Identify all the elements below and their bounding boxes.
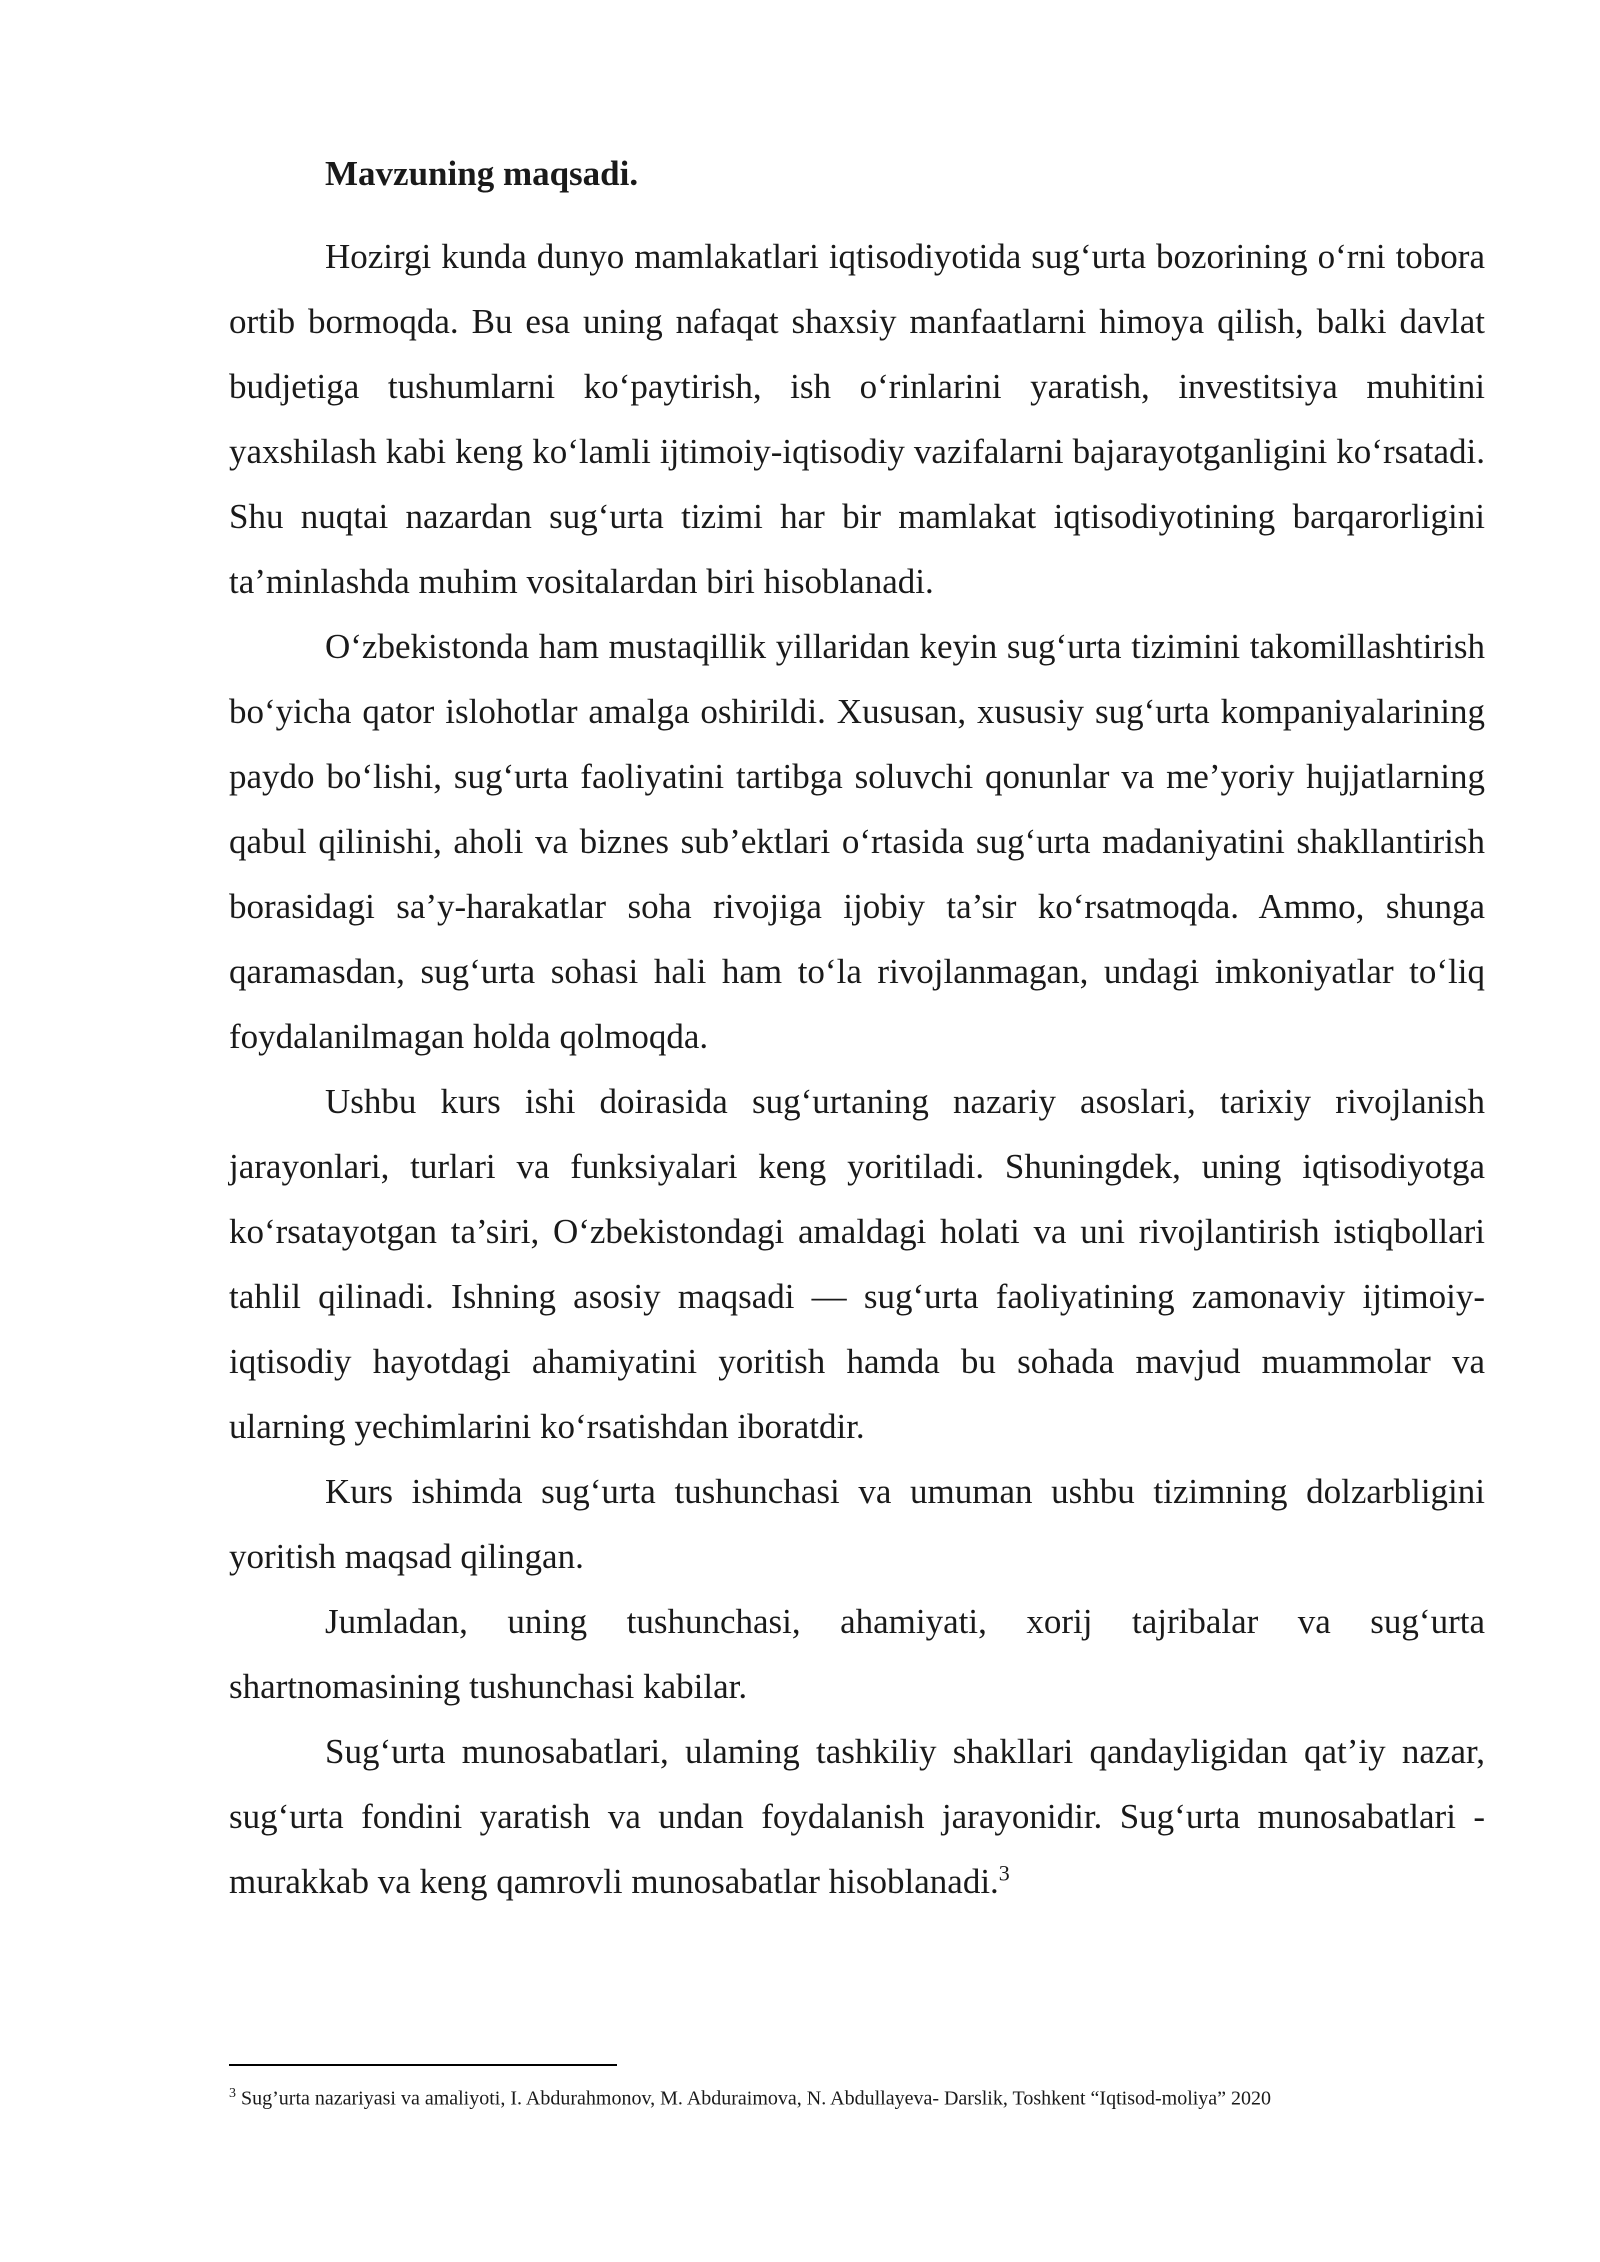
paragraph-5: Jumladan, uning tushunchasi, ahamiyati, xorij tajribalar va sug‘urta shartnomasining tushunchasi kabilar. (229, 1602, 1485, 1706)
document-page (229, 150, 1485, 1914)
paragraph-3: Ushbu kurs ishi doirasida sug‘urtaning nazariy asoslari, tarixiy rivojlanish jarayonlari, turlari va funksiyalari keng yoritiladi. Shuningdek, uning iqtisodiyotga ko‘rsatayotgan ta’siri, O‘zbekistondagi amaldagi holati va uni rivojlantirish istiqbollari tahlil qilinadi. Ishning asosiy maqsadi — sug‘urta faoliyatining zamonaviy ijtimoiy-iqtisodiy hayotdagi ahamiyatini yoritish hamda bu sohada mavjud muammolar va ularning yechimlarini ko‘rsatishdan iboratdir. (229, 1082, 1485, 1446)
paragraph-2: O‘zbekistonda ham mustaqillik yillaridan keyin sug‘urta tizimini takomillashtirish bo‘yicha qator islohotlar amalga oshirildi. Xususan, xususiy sug‘urta kompaniyalarining paydo bo‘lishi, sug‘urta faoliyatini tartibga soluvchi qonunlar va me’yoriy hujjatlarning qabul qilinishi, aholi va biznes sub’ektlari o‘rtasida sug‘urta madaniyatini shakllantirish borasidagi sa’y-harakatlar soha rivojiga ijobiy ta’sir ko‘rsatmoqda. Ammo, shunga qaramasdan, sug‘urta sohasi hali ham to‘la rivojlanmagan, undagi imkoniyatlar to‘liq foydalanilmagan holda qolmoqda. (229, 627, 1485, 1056)
paragraph-6-text: Sug‘urta munosabatlari, ulaming tashkiliy shakllari qandayligidan qat’iy nazar, sug‘urta fondini yaratish va undan foydalanish jarayonidir. Sug‘urta munosabatlari - murakkab va keng qamrovli munosabatlar hisoblanadi. (229, 1732, 1485, 1901)
footnote-text: Sug’urta nazariyasi va amaliyoti, I. Abdurahmonov, M. Abduraimova, N. Abdullayeva- Darslik, Toshkent “Iqtisod-moliya” 2020 (241, 2087, 1272, 2110)
section-heading: Mavzuning maqsadi. (325, 154, 639, 193)
paragraph-1: Hozirgi kunda dunyo mamlakatlari iqtisodiyotida sug‘urta bozorining o‘rni tobora ortib bormoqda. Bu esa uning nafaqat shaxsiy manfaatlarni himoya qilish, balki davlat budjetiga tushumlarni ko‘paytirish, ish o‘rinlarini yaratish, investitsiya muhitini yaxshilash kabi keng ko‘lamli ijtimoiy-iqtisodiy vazifalarni bajarayotganligini ko‘rsatadi. Shu nuqtai nazardan sug‘urta tizimi har bir mamlakat iqtisodiyotining barqarorligini ta’minlashda muhim vositalardan biri hisoblanadi. (229, 237, 1485, 601)
footnote-reference: 3 (998, 1860, 1010, 1886)
paragraph-6 (229, 1719, 1485, 1914)
paragraph-4: Kurs ishimda sug‘urta tushunchasi va umuman ushbu tizimning dolzarbligini yoritish maqsad qilingan. (229, 1472, 1485, 1576)
footnote-number: 3 (229, 2086, 236, 2101)
footnote-separator (229, 2064, 617, 2066)
footnote (229, 2080, 1485, 2113)
